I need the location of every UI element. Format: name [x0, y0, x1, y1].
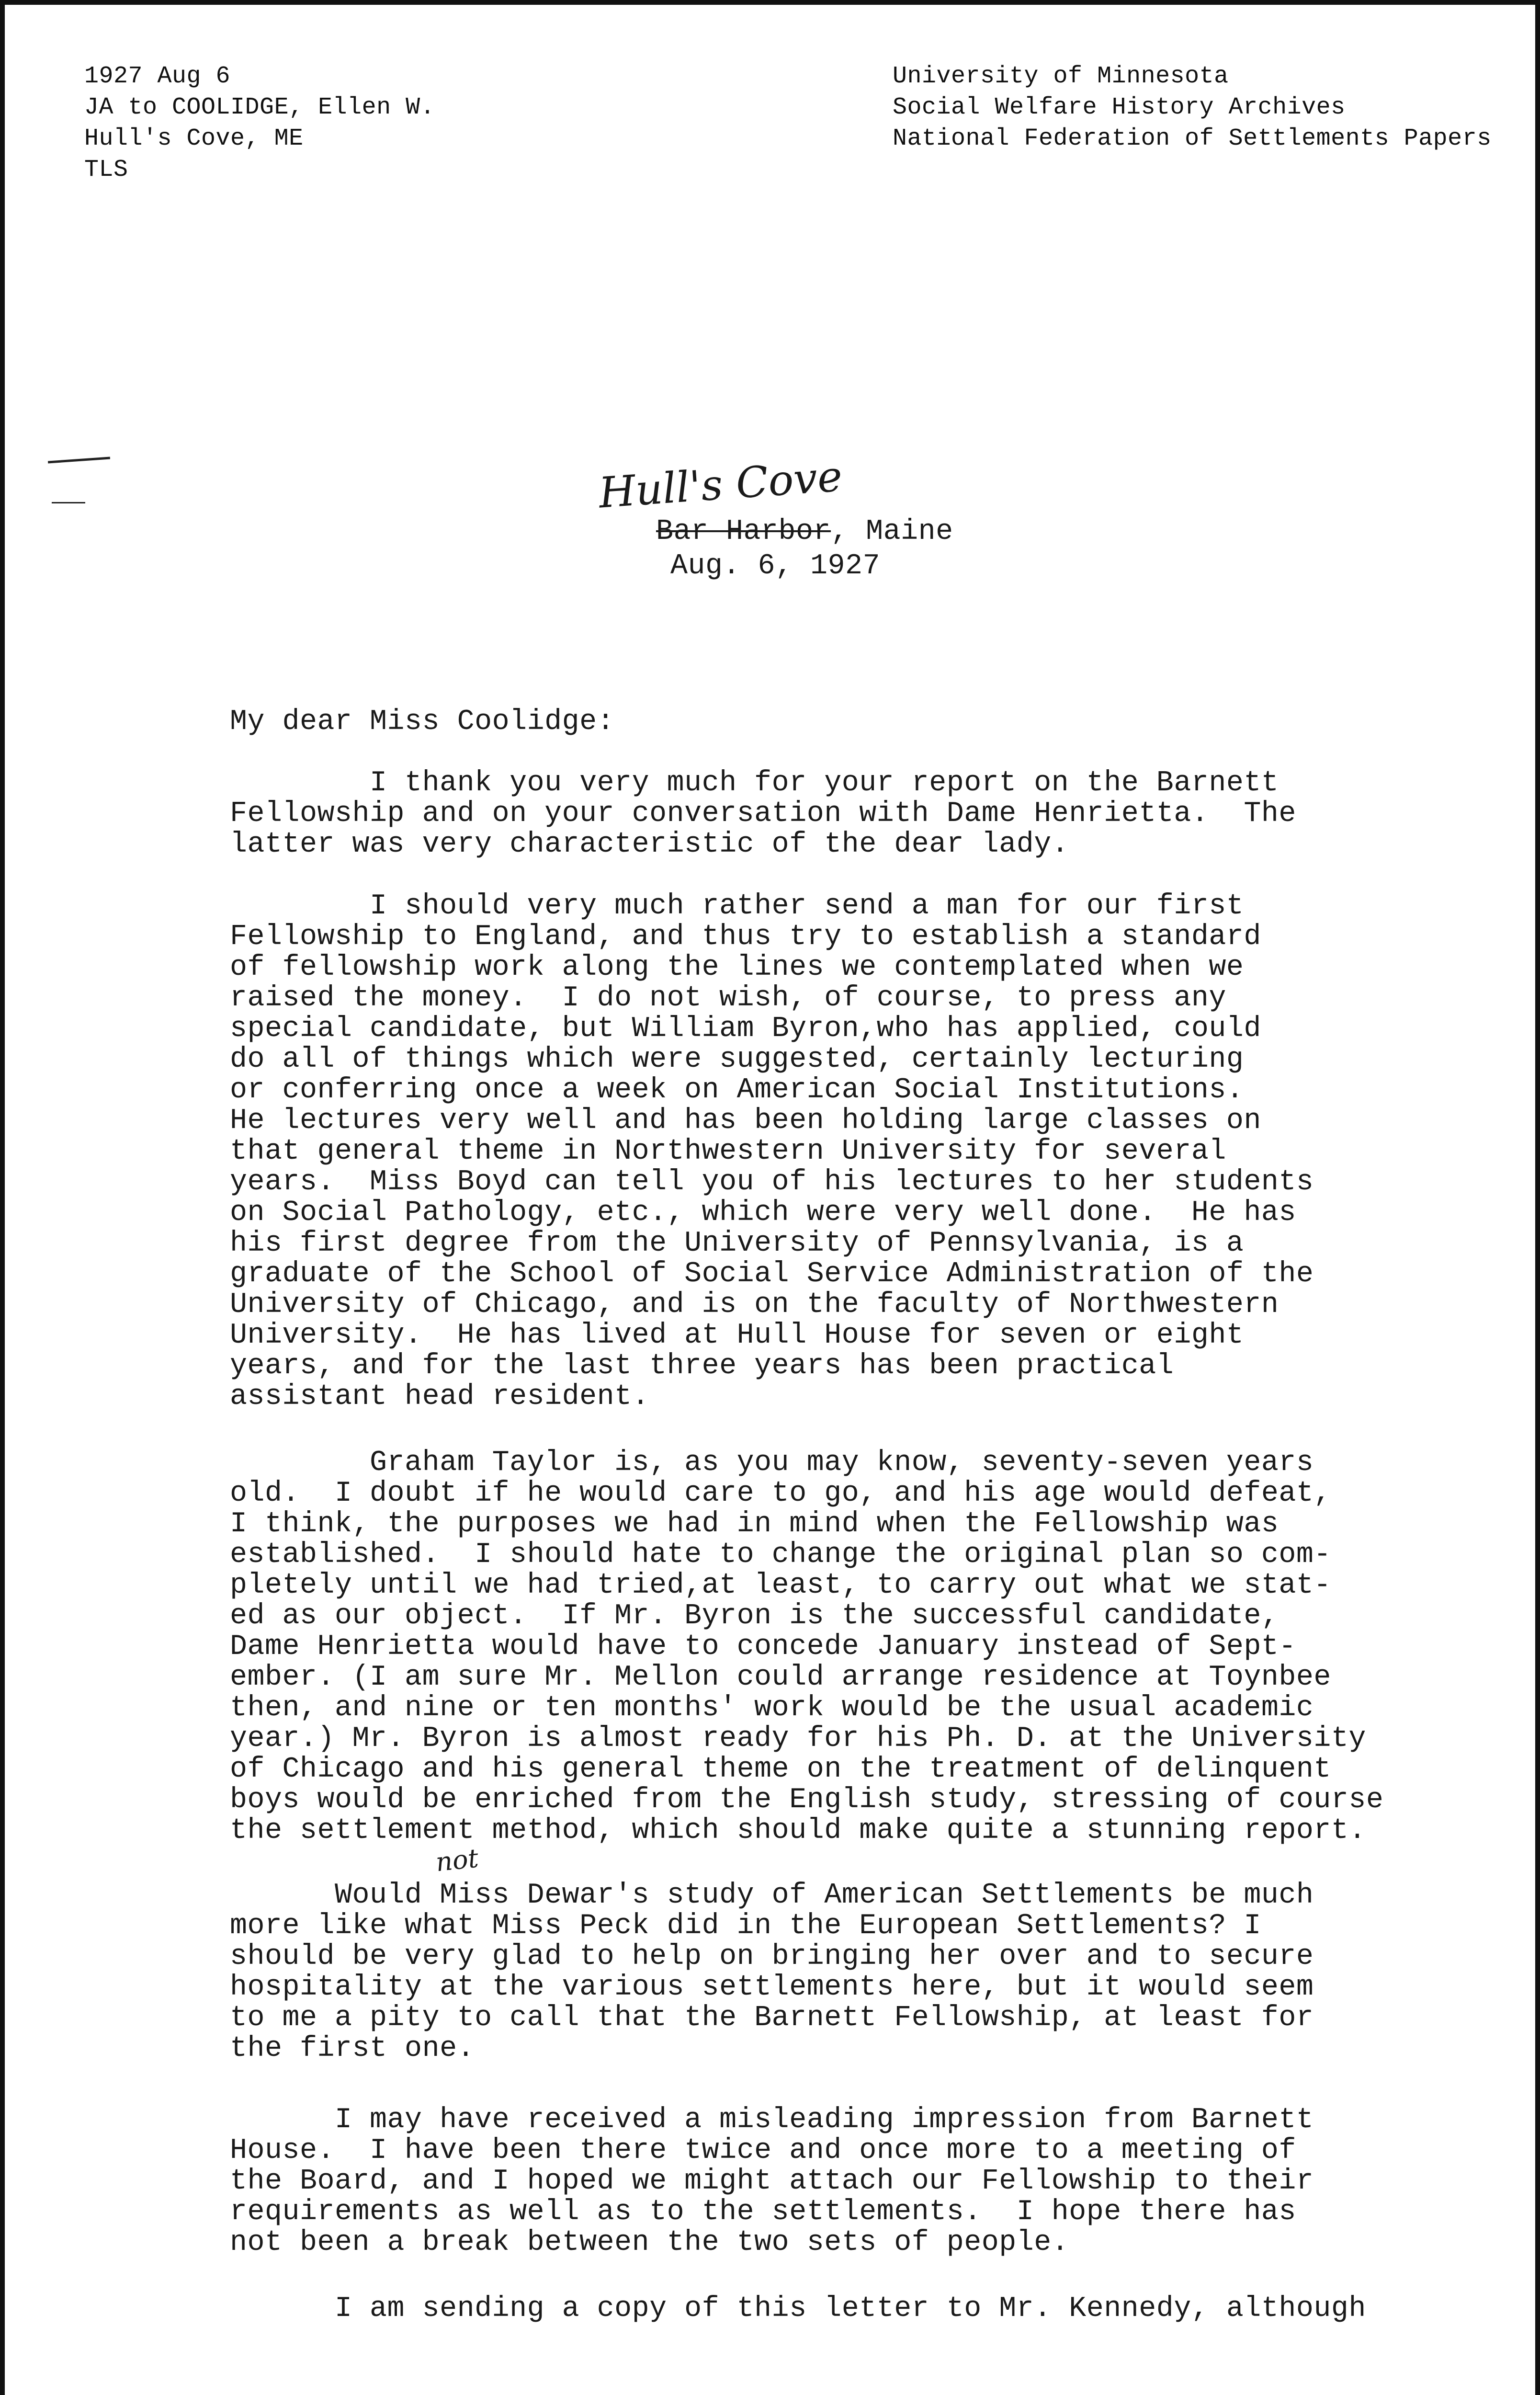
margin-dot-mark: [52, 502, 85, 503]
text-line: old. I doubt if he would care to go, and his age would defeat,: [230, 1477, 1331, 1510]
archive-date: 1927 Aug 6: [84, 63, 231, 90]
text-line: years. Miss Boyd can tell you of his lectures to her students: [230, 1166, 1314, 1198]
text-line: year.) Mr. Byron is almost ready for his Ph. D. at the University: [230, 1722, 1366, 1755]
text-line: do all of things which were suggested, certainly lecturing: [230, 1043, 1244, 1076]
text-line: special candidate, but William Byron,who has applied, could: [230, 1013, 1261, 1045]
text-line: raised the money. I do not wish, of course, to press any: [230, 982, 1226, 1015]
text-line: then, and nine or ten months' work would be the usual academic: [230, 1692, 1314, 1724]
text-line: on Social Pathology, etc., which were very well done. He has: [230, 1197, 1296, 1229]
text-line: should be very glad to help on bringing her over and to secure: [230, 1940, 1314, 1973]
text-line: Dame Henrietta would have to concede January instead of Sept-: [230, 1631, 1296, 1663]
text-line: assistant head resident.: [230, 1380, 650, 1413]
text-line: House. I have been there twice and once more to a meeting of: [230, 2134, 1296, 2167]
text-line: the Board, and I hoped we might attach our Fellowship to their: [230, 2165, 1314, 2198]
text-line: or conferring once a week on American Social Institutions.: [230, 1074, 1244, 1106]
place-state: , Maine: [831, 515, 953, 548]
text-line: of fellowship work along the lines we contemplated when we: [230, 951, 1244, 984]
text-line: the first one.: [230, 2032, 475, 2065]
text-line: graduate of the School of Social Service Administration of the: [230, 1258, 1314, 1290]
archive-collection: Social Welfare History Archives: [893, 94, 1346, 121]
text-line: pletely until we had tried,at least, to carry out what we stat-: [230, 1569, 1331, 1602]
letter-date: Aug. 6, 1927: [670, 550, 881, 582]
archive-papers: National Federation of Settlements Papers: [893, 125, 1492, 152]
text-line: that general theme in Northwestern University for several: [230, 1135, 1226, 1168]
archive-institution: University of Minnesota: [893, 63, 1229, 90]
text-line: ed as our object. If Mr. Byron is the successful candidate,: [230, 1600, 1279, 1632]
archive-place: Hull's Cove, ME: [84, 125, 304, 152]
text-line: Would Miss Dewar's study of American Settlements be much: [230, 1879, 1314, 1912]
text-line: years, and for the last three years has been practical: [230, 1350, 1174, 1382]
text-line: Fellowship and on your conversation with Dame Henrietta. The: [230, 798, 1296, 830]
text-line: I think, the purposes we had in mind when the Fellowship was: [230, 1508, 1279, 1540]
text-line: Fellowship to England, and thus try to establish a standard: [230, 921, 1261, 953]
text-line: established. I should hate to change the original plan so com-: [230, 1539, 1331, 1571]
text-line: I may have received a misleading impression from Barnett: [230, 2104, 1314, 2136]
text-line: hospitality at the various settlements here, but it would seem: [230, 1971, 1314, 2004]
salutation: My dear Miss Coolidge:: [230, 706, 615, 738]
text-line: more like what Miss Peck did in the European Settlements? I: [230, 1910, 1261, 1942]
text-line: requirements as well as to the settlements. I hope there has: [230, 2196, 1296, 2228]
text-line: his first degree from the University of Pennsylvania, is a: [230, 1227, 1244, 1260]
place-line: [656, 516, 953, 547]
text-line: boys would be enriched from the English study, stressing of course: [230, 1784, 1384, 1816]
archive-correspondents: JA to COOLIDGE, Ellen W.: [84, 94, 435, 121]
text-line: He lectures very well and has been holding large classes on: [230, 1105, 1261, 1137]
text-line: University. He has lived at Hull House for seven or eight: [230, 1319, 1244, 1352]
text-line: of Chicago and his general theme on the treatment of delinquent: [230, 1753, 1331, 1786]
text-line: I should very much rather send a man for our first: [230, 890, 1244, 923]
handwritten-place: Hull's Cove: [597, 451, 844, 518]
text-line: I thank you very much for your report on the Barnett: [230, 767, 1279, 799]
text-line: ember. (I am sure Mr. Mellon could arrange residence at Toynbee: [230, 1661, 1331, 1694]
text-line: I am sending a copy of this letter to Mr. Kennedy, although: [230, 2292, 1366, 2325]
text-line: the settlement method, which should make quite a stunning report.: [230, 1814, 1366, 1847]
text-line: Graham Taylor is, as you may know, seventy-seven years: [230, 1447, 1314, 1479]
text-line: to me a pity to call that the Barnett Fellowship, at least for: [230, 2002, 1314, 2034]
text-line: not been a break between the two sets of people.: [230, 2226, 1069, 2259]
text-line: University of Chicago, and is on the faculty of Northwestern: [230, 1289, 1279, 1321]
struck-place: Bar Harbor: [656, 515, 831, 548]
text-line: latter was very characteristic of the dear lady.: [230, 828, 1069, 861]
handwritten-insert: not: [434, 1843, 480, 1878]
archive-doc-type: TLS: [84, 156, 128, 183]
